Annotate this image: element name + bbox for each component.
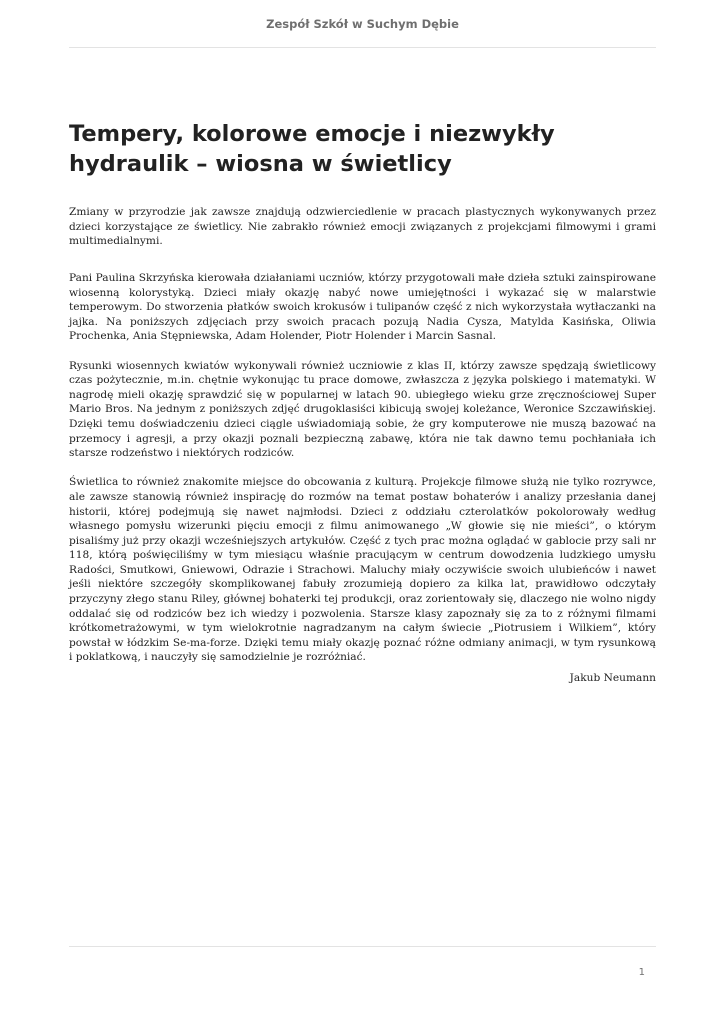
article-paragraph: Rysunki wiosennych kwiatów wykonywali również uczniowie z klas II, którzy zawsze spędzają świetlicowy czas pożytecznie, m.in. chętnie wykonując tu prace domowe, zwłaszcza z języka polskiego i matematyki. W nagrodę mieli okazję sprawdzić się w popularnej w latach 90. ubiegłego wieku grze zręcznościowej Super Mario Bros. Na jednym z poniższych zdjęć drugoklasiści kibicują swojej koleżance, Weronice Szczawińskiej. Dzięki temu doświadczeniu dzieci ciągle uświadomiają sobie, że gry komputerowe nie muszą bazować na przemocy i agresji, a przy okazji poznali bezpieczną zabawę, która nie tak dawno temu pochłaniała ich starsze rodzeństwo i niektórych rodziców. (69, 359, 656, 460)
page-number: 1 (638, 967, 645, 978)
article-paragraph: Pani Paulina Skrzyńska kierowała działaniami uczniów, którzy przygotowali małe dzieła sztuki zainspirowane wiosenną kolorystyką. Dzieci miały okazję nabyć nowe umiejętności i wykazać się w malarstwie temperowym. Do stworzenia płatków swoich krokusów i tulipanów część z nich wykorzystała wytłaczanki na jajka. Na poniższych zdjęciach przy swoich pracach pozują Nadia Cysza, Matylda Kasińska, Oliwia Prochenka, Ania Stępniewska, Adam Holender, Piotr Holender i Marcin Sasnal. (69, 272, 656, 343)
article-title: Tempery, kolorowe emocje i niezwykły hydraulik – wiosna w świetlicy (69, 121, 555, 177)
article-lead: Zmiany w przyrodzie jak zawsze znajdują odzwierciedlenie w pracach plastycznych wykonywanych przez dzieci korzystające ze świetlicy. Nie zabrakło również emocji związanych z projekcjami filmowymi i grami multimedialnymi. (69, 206, 656, 248)
article-body (69, 271, 656, 680)
header-divider (69, 47, 656, 48)
site-name-header: Zespół Szkół w Suchym Dębie (266, 17, 459, 31)
article-author: Jakub Neumann (569, 672, 656, 684)
footer-divider (69, 946, 656, 947)
article-paragraph: Świetlica to również znakomite miejsce do obcowania z kulturą. Projekcje filmowe służą nie tylko rozrywce, ale zawsze stanowią również inspirację do rozmów na temat postaw bohaterów i analizy przesłania danej historii, której podejmują się nawet najmłodsi. Dzieci z oddziału czterolatków pokolorowały według własnego pomysłu wizerunki pięciu emocji z filmu animowanego „W głowie się nie mieści”, o którym pisaliśmy już przy okazji wcześniejszych artykułów. Część z tych prac można oglądać w gablocie przy sali nr 118, którą poświęciliśmy w tym miesiącu właśnie pracującym w centrum dowodzenia ludzkiego umysłu Radości, Smutkowi, Gniewowi, Odrazie i Strachowi. Maluchy miały oczywiście swoich ulubieńców i nawet jeśli niektóre szczegóły skomplikowanej fabuły zrozumieją dopiero za kilka lat, prawidłowo odczytały przyczyny złego stanu Riley, głównej bohaterki tej produkcji, oraz zorientowały się, dlaczego nie wolno nigdy oddalać się od rodziców bez ich wiedzy i pozwolenia. Starsze klasy zapoznały się za to z różnymi filmami krótkometrażowymi, w tym wielokrotnie nagradzanym na całym świecie „Piotrusiem i Wilkiem”, który powstał w łódzkim Se-ma-forze. Dzięki temu miały okazję poznać różne odmiany animacji, w tym rysunkową i poklatkową, i nauczyły się samodzielnie je rozróżniać. (69, 476, 656, 664)
